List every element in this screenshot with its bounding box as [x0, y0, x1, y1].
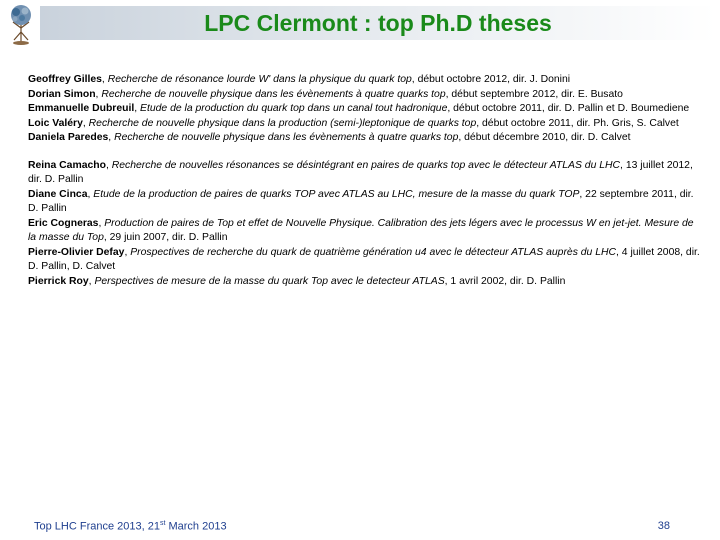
- thesis-details: 1 avril 2002, dir. D. Pallin: [450, 275, 566, 287]
- thesis-entry: Loic Valéry, Recherche de nouvelle physique dans la production (semi-)leptonique de quarks top, début octobre 2011, dir. Ph. Gris, S. Calvet: [28, 117, 679, 129]
- lpc-logo-icon: [4, 2, 38, 46]
- past-theses: [28, 159, 703, 290]
- footer-event-sup: st: [159, 520, 166, 527]
- footer-event-suffix: March 2013: [165, 520, 227, 533]
- thesis-entry: Geoffrey Gilles, Recherche de résonance lourde W' dans la physique du quark top, début octobre 2012, dir. J. Donini: [28, 74, 571, 85]
- thesis-details: 4 juillet 2008, dir. D. Pallin, D. Calvet: [28, 246, 700, 272]
- thesis-title: Perspectives de mesure de la masse du quark Top avec le detecteur ATLAS: [94, 275, 445, 287]
- thesis-entry: Reina Camacho, Recherche de nouvelles résonances se désintégrant en paires de quarks top avec le détecteur ATLAS du LHC, 13 juillet 2012, dir. D. Pallin: [28, 159, 693, 185]
- thesis-title: Recherche de nouvelle physique dans les évènements à quatre quarks top: [114, 132, 459, 143]
- thesis-title: Etude de la production du quark top dans un canal tout hadronique: [140, 103, 448, 114]
- thesis-author: Pierrick Roy: [28, 275, 89, 287]
- thesis-details: 13 juillet 2012, dir. D. Pallin: [28, 159, 693, 185]
- thesis-title: Etude de la production de paires de quarks TOP avec ATLAS au LHC, mesure de la masse du quark TOP: [93, 188, 580, 200]
- thesis-title: Recherche de nouvelles résonances se désintégrant en paires de quarks top avec le détecteur ATLAS du LHC: [111, 159, 621, 171]
- thesis-author: Pierre-Olivier Defay: [28, 246, 125, 258]
- thesis-entry: Eric Cogneras, Production de paires de Top et effet de Nouvelle Physique. Calibration des jets légers avec le processus W en jet-jet. Mesure de la masse du Top, 29 juin 2007, dir. D. Pallin: [28, 217, 694, 243]
- thesis-details: début octobre 2012, dir. J. Donini: [417, 74, 571, 85]
- thesis-author: Diane Cinca: [28, 188, 88, 200]
- thesis-entry: Pierre-Olivier Defay, Prospectives de recherche du quark de quatrième génération u4 avec le détecteur ATLAS auprès du LHC, 4 juillet 2008, dir. D. Pallin, D. Calvet: [28, 246, 700, 272]
- thesis-author: Geoffrey Gilles: [28, 74, 102, 85]
- thesis-entry: Pierrick Roy, Perspectives de mesure de la masse du quark Top avec le detecteur ATLAS, 1 avril 2002, dir. D. Pallin: [28, 275, 566, 287]
- thesis-details: 29 juin 2007, dir. D. Pallin: [109, 232, 228, 243]
- thesis-details: début octobre 2011, dir. Ph. Gris, S. Calvet: [482, 117, 679, 129]
- thesis-details: début décembre 2010, dir. D. Calvet: [464, 132, 631, 143]
- thesis-author: Daniela Paredes: [28, 132, 109, 143]
- page-title: LPC Clermont : top Ph.D theses: [204, 10, 552, 36]
- thesis-author: Loic Valéry: [28, 117, 83, 129]
- theses-list: [28, 73, 703, 289]
- page-number: 38: [657, 520, 670, 532]
- thesis-author: Eric Cogneras: [28, 217, 99, 229]
- thesis-entry: Daniela Paredes, Recherche de nouvelle physique dans les évènements à quatre quarks top, début décembre 2010, dir. D. Calvet: [28, 132, 631, 143]
- thesis-author: Emmanuelle Dubreuil: [28, 103, 135, 114]
- thesis-title: Prospectives de recherche du quark de quatrième génération u4 avec le détecteur ATLAS auprès du LHC: [130, 246, 617, 258]
- thesis-entry: Emmanuelle Dubreuil, Etude de la production du quark top dans un canal tout hadronique, début octobre 2011, dir. D. Pallin et D. Boumediene: [28, 103, 690, 114]
- thesis-title: Production de paires de Top et effet de Nouvelle Physique. Calibration des jets légers avec le processus W en jet-jet. Mesure de la masse du Top: [28, 217, 694, 243]
- thesis-details: début septembre 2012, dir. E. Busato: [451, 88, 623, 100]
- thesis-entry: Diane Cinca, Etude de la production de paires de quarks TOP avec ATLAS au LHC, mesure de la masse du quark TOP, 22 septembre 2011, dir. D. Pallin: [28, 188, 694, 214]
- thesis-author: Reina Camacho: [28, 159, 106, 171]
- thesis-author: Dorian Simon: [28, 88, 96, 100]
- thesis-title: Recherche de nouvelle physique dans les évènements à quatre quarks top: [101, 88, 446, 100]
- thesis-entry: Dorian Simon, Recherche de nouvelle physique dans les évènements à quatre quarks top, début septembre 2012, dir. E. Busato: [28, 88, 623, 100]
- thesis-details: 22 septembre 2011, dir. D. Pallin: [28, 188, 694, 214]
- thesis-title: Recherche de résonance lourde W' dans la physique du quark top: [107, 74, 412, 85]
- thesis-details: début octobre 2011, dir. D. Pallin et D. Boumediene: [453, 103, 690, 114]
- footer-event-prefix: Top LHC France 2013, 21: [34, 520, 160, 533]
- footer-event: [34, 520, 227, 533]
- thesis-title: Recherche de nouvelle physique dans la production (semi-)leptonique de quarks top: [88, 117, 477, 129]
- current-theses: [28, 73, 703, 146]
